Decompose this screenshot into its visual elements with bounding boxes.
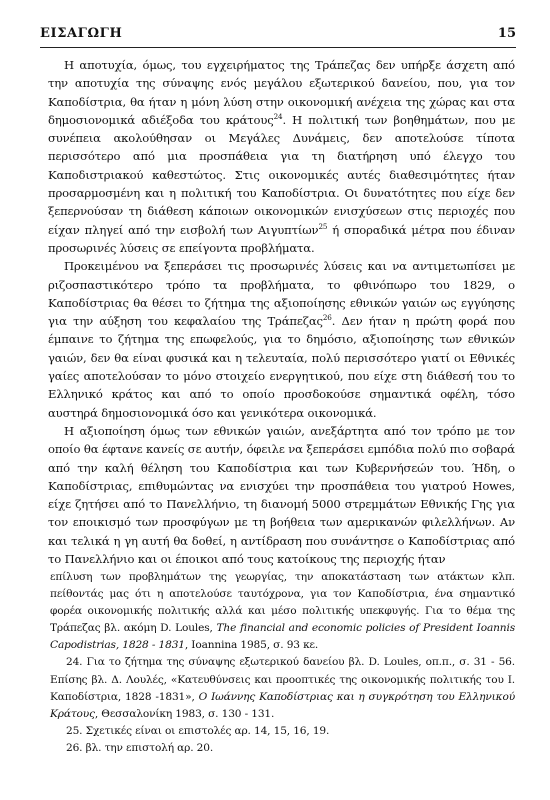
footnote-continuation-text-a: επίλυση των προβλημάτων της γεωργίας, την αποκατάσταση των ατάκτων κλπ. πείθοντάς μας ότι η αποτελούσε ταυτόχρονα, για τον Καποδίστρια, ένα σημαντικό φορέα οικονομικής πολιτικής αλλά και μέσο πολιτικής υπεκφυγής. Για το θέμα της Τράπεζας βλ. ακόμη D. Loules, bbox=[50, 571, 515, 635]
paragraph-1-text-c: ή σποραδικά μέτρα που έδιναν προσωρινές λύσεις σε επείγοντα προβλήματα. bbox=[48, 222, 515, 255]
paragraph-2 bbox=[48, 257, 515, 422]
paragraph-1 bbox=[48, 56, 515, 257]
paragraph-3 bbox=[48, 422, 515, 568]
footnote-continuation bbox=[50, 569, 515, 654]
page-header bbox=[40, 26, 516, 46]
paragraph-2-text-a: Προκειμένου να ξεπεράσει τις προσωρινές λύσεις και να αντιμετωπίσει με ριζοσπαστικότερο τρόπο τα προβλήματα, το φθινόπωρο του 1829, ο Καποδίστριας θα θέσει το ζήτημα της αξιοποίησης εθνικών γαιών ως εγγύησης για την αύξηση του κεφαλαίου της Τράπεζας bbox=[48, 259, 515, 329]
footnote-24-text-b: , Θεσσαλονίκη 1983, σ. 130 - 131. bbox=[94, 707, 275, 720]
footnote-25: 25. Σχετικές είναι οι επιστολές αρ. 14, 15, 16, 19. bbox=[66, 724, 330, 737]
paragraph-2-text-b: . Δεν ήταν η πρώτη φορά που έμπαινε το ζήτημα της επωφελούς, για το δημόσιο, αξιοποίησης των εθνικών γαιών, δεν θα είναι φυσικά και η τελευταία, πολύ περισσότερο γιατί οι Εθνικές γαίες αποτελούσαν το μόνο στοιχείο ενεργητικού, που είχε στη διάθεσή του το Ελληνικό κράτος και από το οποίο προσδοκούσε σημαντικά οφέλη, τόσο αυστηρά δημοσιονομικά όσο και γενικότερα οικονομικά. bbox=[48, 314, 515, 420]
paragraph-3-text: Η αξιοποίηση όμως των εθνικών γαιών, ανεξάρτητα από τον τρόπο με τον οποίο θα έφτανε κανείς σε αυτήν, όφειλε να ξεπεράσει εμπόδια πολύ πιο σοβαρά από την καλή θέληση του Καποδίστρια και των Κυβερνήσεών του. Ήδη, ο Καποδίστριας, επιθυμώντας να ενισχύει την προσπάθεια του γιατρού Howes, είχε ζητήσει από το Πανελλήνιο, τη διανομή 5000 στρεμμάτων Εθνικής Γης για τον εποικισμό των προσφύγων με τη βοήθεια των αμερικανών φιλελλήνων. Αν και τελικά η γη αυτή θα δοθεί, η αντίδραση που συνάντησε ο Καποδίστριας από το Πανελλήνιο και οι έποικοι από τους κατοίκους της περιοχής ήταν bbox=[48, 423, 515, 567]
footnote-ref-26: 26 bbox=[322, 313, 332, 323]
footnote-24-title: Ο Ιωάννης Καποδίστριας και η συγκρότηση του Ελληνικού Κράτους bbox=[50, 690, 515, 720]
footnotes bbox=[50, 569, 515, 757]
page-number: 15 bbox=[497, 26, 516, 41]
footnote-continuation-title: The financial and economic policies of President Ioannis Capodistrias, 1828 - 1831 bbox=[50, 622, 515, 652]
footnote-continuation-text-b: , Ioannina 1985, σ. 93 κε. bbox=[184, 639, 319, 652]
paragraph-1-text-b: . Η πολιτική των βοηθημάτων, που με συνέπεια ακολούθησαν οι Μεγάλες Δυνάμεις, δεν αποτελούσε τίποτα περισσότερο από μια προσπάθεια για τη διατήρηση υπό έλεγχο του Καποδιστριακού καθεστώτος. Στις οικονομικές αυτές διαθεσιμότητες ήταν προσαρμοσμένη και η πολιτική του Καποδίστρια. Οι δυνατότητες που είχε δεν ξεπερνούσαν τη διάθεση κάποιων οικονομικών ενισχύσεων στις περιοχές που είχαν πληγεί από την εισβολή των Αιγυπτίων bbox=[48, 112, 515, 237]
main-text bbox=[48, 56, 515, 568]
paragraph-1-text-a: Η αποτυχία, όμως, του εγχειρήματος της Τράπεζας δεν υπήρξε άσχετη από την αποτυχία της σύναψης ενός μεγάλου εξωτερικού δανείου, που, για τον Καποδίστρια, θα ήταν η μόνη λύση στην οικονομική ανέχεια της χώρας και στα δημοσιονομικά αδιέξοδα του κράτους bbox=[48, 58, 515, 127]
footnote-ref-25: 25 bbox=[318, 221, 328, 231]
running-head: ΕΙΣΑΓΩΓΗ bbox=[40, 26, 123, 41]
footnote-24-text-a: 24. Για το ζήτημα της σύναψης εξωτερικού δανείου βλ. D. Loules, οπ.π., σ. 31 - 56. Επίσης βλ. Δ. Λουλές, «Κατευθύνσεις και προοπτικές της οικονομικής πολιτικής του Ι. Καποδίστρια, 1828 -1831», bbox=[50, 656, 515, 703]
header-rule bbox=[40, 47, 516, 48]
footnote-24 bbox=[50, 654, 515, 722]
footnote-ref-24: 24 bbox=[273, 112, 283, 122]
footnote-26: 26. βλ. την επιστολή αρ. 20. bbox=[66, 741, 214, 754]
